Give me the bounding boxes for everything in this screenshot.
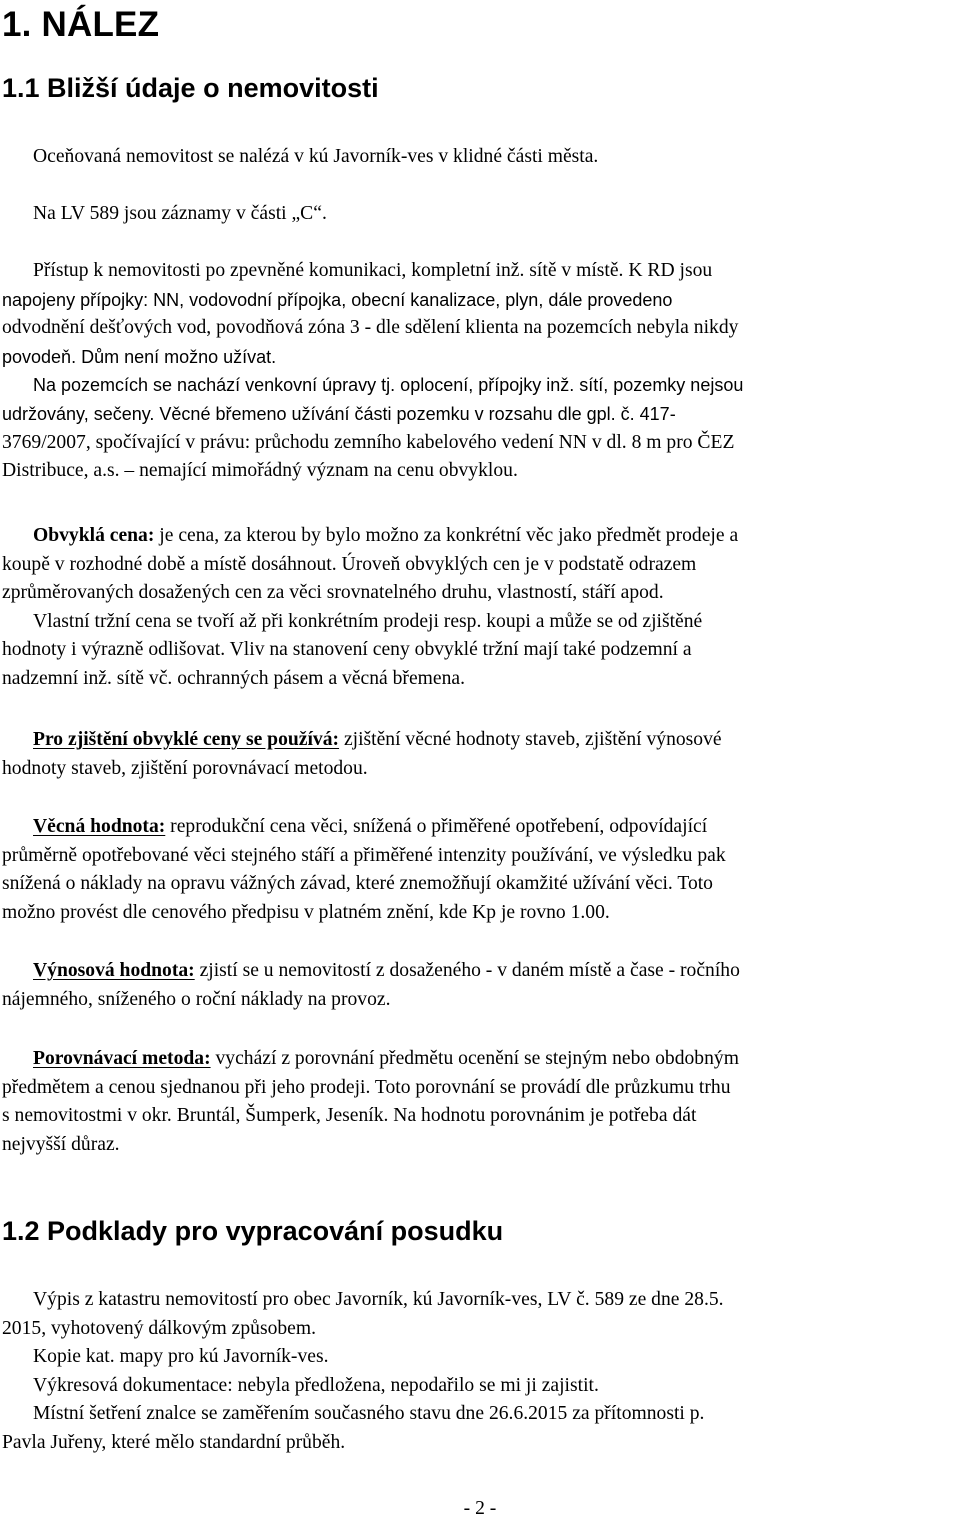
access-line-7: 3769/2007, spočívající v právu: průchodu zemního kabelového vedení NN v dl. 8 m pro ČEZ bbox=[2, 431, 735, 453]
section-heading-1-2: 1.2 Podklady pro vypracování posudku bbox=[2, 1216, 504, 1246]
paragraph-access bbox=[2, 257, 958, 486]
access-line-2: napojeny přípojky: NN, vodovodní přípojka, obecní kanalizace, plyn, dále provedeno bbox=[2, 289, 673, 310]
porovnavaci-line-2: předmětem a cenou sjednanou při jeho prodeji. Toto porovnání se provádí dle průzkumu trhu bbox=[2, 1076, 731, 1098]
page-number: - 2 - bbox=[463, 1498, 497, 1519]
access-line-5: Na pozemcích se nachází venkovní úpravy tj. oplocení, přípojky inž. sítí, pozemky nejsou bbox=[33, 375, 744, 396]
vecna-label: Věcná hodnota: bbox=[33, 816, 166, 837]
access-line-8: Distribuce, a.s. – nemající mimořádný význam na cenu obvyklou. bbox=[2, 460, 518, 482]
paragraph-location: Oceňovaná nemovitost se nalézá v kú Javorník-ves v klidné části města. bbox=[33, 146, 599, 167]
access-line-6: udržovány, sečeny. Věcné břemeno užívání části pozemku v rozsahu dle gpl. č. 417- bbox=[2, 403, 676, 424]
pouziva-line-1: Pro zjištění obvyklé ceny se používá: zjištění věcné hodnoty staveb, zjištění výnosové bbox=[33, 729, 722, 750]
obvykla-line-5: hodnoty i výrazně odlišovat. Vliv na stanovení ceny obvyklé tržní mají také podzemní a bbox=[2, 639, 692, 661]
podklady-item-2: Kopie kat. mapy pro kú Javorník-ves. bbox=[33, 1346, 329, 1368]
section-heading-1-1: 1.1 Bližší údaje o nemovitosti bbox=[2, 73, 379, 103]
paragraph-obvykla-cena bbox=[2, 522, 958, 694]
porovnavaci-line-3: s nemovitostmi v okr. Bruntál, Šumperk, Jeseník. Na hodnotu porovnánim je potřeba dát bbox=[2, 1105, 697, 1127]
access-line-4: povodeň. Dům není možno užívat. bbox=[2, 346, 277, 367]
porovnavaci-label: Porovnávací metoda: bbox=[33, 1048, 211, 1069]
podklady-item-3: Výkresová dokumentace: nebyla předložena, nepodařilo se mi ji zajistit. bbox=[33, 1374, 599, 1396]
vynosova-line-1: Výnosová hodnota: zjistí se u nemovitostí z dosaženého - v daném místě a čase - ročního bbox=[33, 960, 740, 981]
porovnavaci-line-1: Porovnávací metoda: vychází z porovnání předmětu ocenění se stejným nebo obdobným bbox=[33, 1048, 739, 1069]
access-line-3: odvodnění dešťových vod, povodňová zóna 3 - dle sdělení klienta na pozemcích nebyla nikdy bbox=[2, 317, 739, 339]
podklady-list bbox=[2, 1286, 958, 1458]
vecna-line-4: možno provést dle cenového předpisu v platném znění, kde Kp je rovno 1.00. bbox=[2, 901, 610, 923]
paragraph-porovnavaci-metoda bbox=[2, 1045, 958, 1159]
pouziva-line-2: hodnoty staveb, zjištění porovnávací metodou. bbox=[2, 757, 368, 779]
vecna-line-1: Věcná hodnota: reprodukční cena věci, snížená o přiměřené opotřebení, odpovídající bbox=[33, 816, 708, 837]
vynosova-label: Výnosová hodnota: bbox=[33, 960, 195, 981]
vecna-line-3: snížená o náklady na opravu vážných závad, které znemožňují okamžité užívání věci. Toto bbox=[2, 873, 713, 895]
porovnavaci-line-4: nejvyšší důraz. bbox=[2, 1133, 120, 1155]
obvykla-line-4: Vlastní tržní cena se tvoří až při konkrétním prodeji resp. koupi a může se od zjištěné bbox=[33, 610, 703, 632]
chapter-heading: 1. NÁLEZ bbox=[2, 5, 160, 44]
paragraph-vynosova-hodnota bbox=[2, 957, 958, 1014]
paragraph-vecna-hodnota bbox=[2, 813, 958, 927]
vynosova-line-2: nájemného, sníženého o roční náklady na provoz. bbox=[2, 988, 391, 1010]
obvykla-line-2: koupě v rozhodné době a místě dosáhnout. Úroveň obvyklých cen je v podstatě odrazem bbox=[2, 553, 697, 575]
podklady-item-1-line-2: 2015, vyhotovený dálkovým způsobem. bbox=[2, 1317, 317, 1339]
obvykla-line-1: Obvyklá cena: je cena, za kterou by bylo možno za konkrétní věc jako předmět prodeje a bbox=[33, 525, 739, 546]
podklady-item-4-line-1: Místní šetření znalce se zaměřením současného stavu dne 26.6.2015 za přítomnosti p. bbox=[33, 1403, 705, 1425]
podklady-item-1-line-1: Výpis z katastru nemovitostí pro obec Javorník, kú Javorník-ves, LV č. 589 ze dne 28.5. bbox=[33, 1289, 724, 1310]
obvykla-line-3: zprůměrovaných dosažených cen za věci srovnatelného druhu, vlastností, stáří apod. bbox=[2, 582, 664, 604]
obvykla-label: Obvyklá cena: bbox=[33, 525, 155, 546]
access-line-1: Přístup k nemovitosti po zpevněné komunikaci, kompletní inž. sítě v místě. K RD jsou bbox=[33, 260, 713, 281]
podklady-item-4-line-2: Pavla Juřeny, které mělo standardní průběh. bbox=[2, 1431, 346, 1453]
vecna-line-2: průměrně opotřebované věci stejného stáří a přiměřené intenzity používání, ve výsledku pak bbox=[2, 844, 726, 866]
obvykla-line-6: nadzemní inž. sítě vč. ochranných pásem a věcná břemena. bbox=[2, 667, 465, 689]
paragraph-pouziva bbox=[2, 726, 958, 783]
pouziva-label: Pro zjištění obvyklé ceny se používá: bbox=[33, 729, 340, 750]
paragraph-lv: Na LV 589 jsou záznamy v části „C“. bbox=[33, 203, 327, 224]
